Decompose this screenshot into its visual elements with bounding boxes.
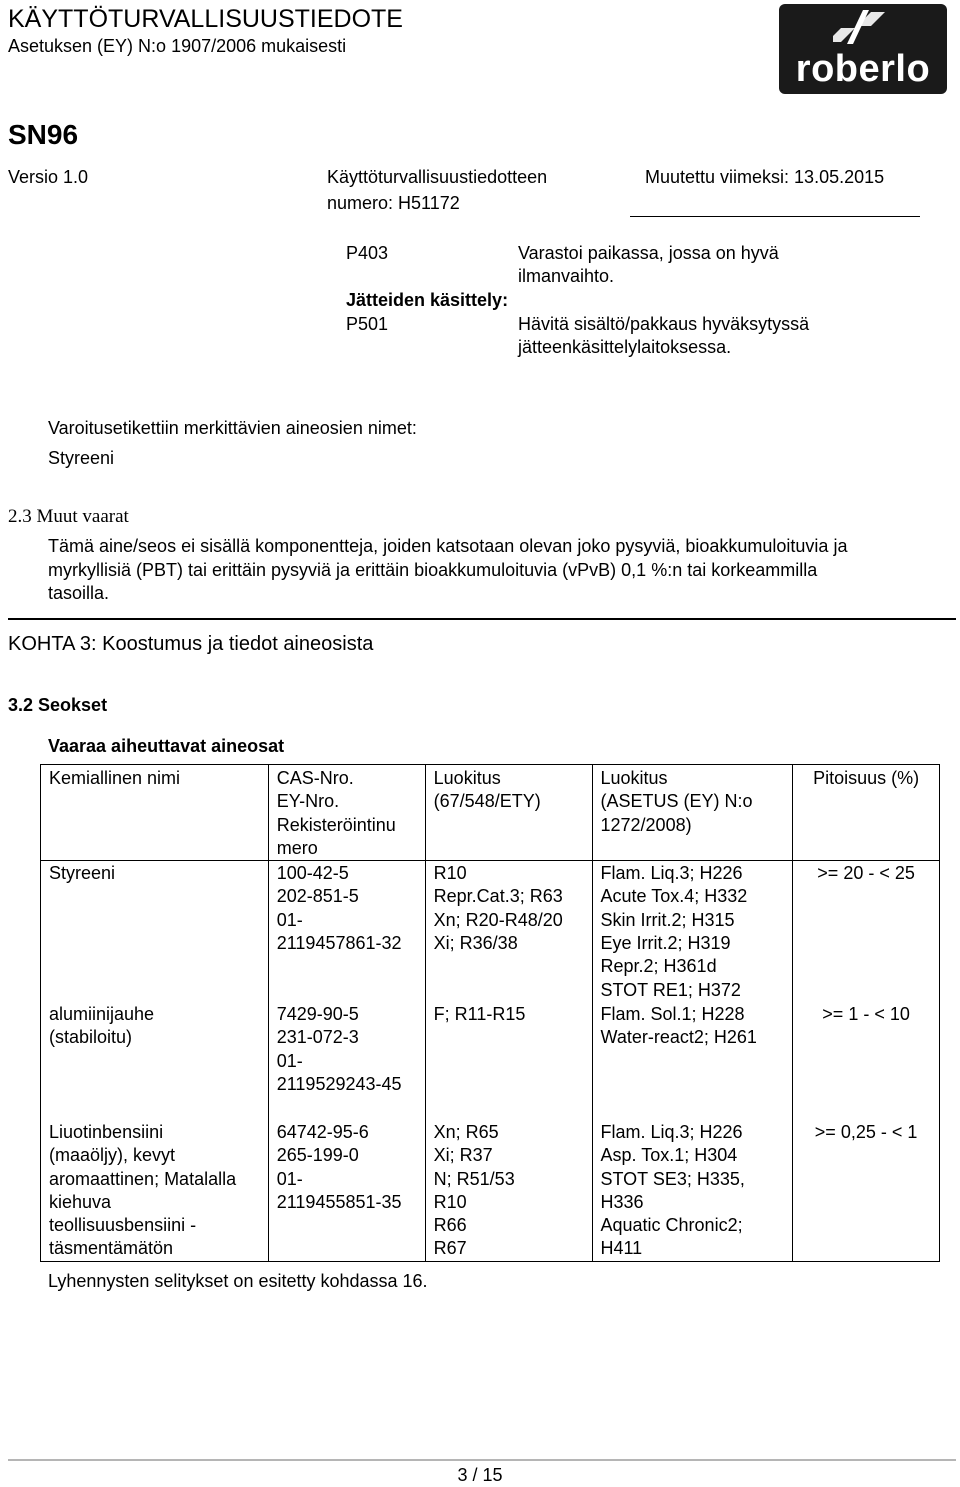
logo-mark-icon (833, 8, 893, 46)
cell-concentration: >= 0,25 - < 1 (793, 1120, 940, 1261)
table-header-row (41, 765, 940, 861)
other-hazards-line1: Tämä aine/seos ei sisällä komponentteja, joiden katsotaan olevan joko pysyviä, bioakkumuloituvia ja (48, 536, 848, 556)
cell-classification-1272: Flam. Liq.3; H226 Asp. Tox.1; H304 STOT SE3; H335, H336 Aquatic Chronic2; H411 (592, 1120, 793, 1261)
cell-chemical-name: Styreeni (41, 861, 269, 1002)
p403-code: P403 (346, 243, 389, 263)
column-header-concentration: Pitoisuus (%) (793, 765, 940, 861)
section3-heading: KOHTA 3: Koostumus ja tiedot aineosista (8, 633, 374, 655)
p501-text-line1: Hävitä sisältö/pakkaus hyväksytyssä (518, 314, 810, 334)
table-row (41, 1002, 940, 1120)
regulation-subtitle: Asetuksen (EY) N:o 1907/2006 mukaisesti (8, 36, 347, 56)
table-row (41, 861, 940, 1002)
cell-classification-67-548: Xn; R65 Xi; R37 N; R51/53 R10 R66 R67 (425, 1120, 592, 1261)
cell-registry-numbers: 64742-95-6 265-199-0 01- 2119455851-35 (268, 1120, 425, 1261)
revision-date: Muutettu viimeksi: 13.05.2015 (645, 167, 885, 187)
roberlo-logo (779, 4, 947, 94)
table-row (41, 1120, 940, 1261)
header-divider (630, 216, 920, 217)
disposal-heading: Jätteiden käsittely: (346, 290, 509, 310)
product-name: SN96 (8, 119, 79, 150)
other-hazards-line3: tasoilla. (48, 583, 110, 603)
p501-code: P501 (346, 314, 389, 334)
other-hazards-line2: myrkyllisiä (PBT) tai erittäin pysyviä ja erittäin bioakkumuloituvia (vPvB) 0,1 %:n tai korkeammilla (48, 560, 818, 580)
cell-chemical-name: alumiinijauhe (stabiloitu) (41, 1002, 269, 1120)
components-table (40, 764, 940, 1262)
p403-text-line2: ilmanvaihto. (518, 266, 615, 286)
label-components-value: Styreeni (48, 448, 115, 468)
abbreviations-note: Lyhennysten selitykset on esitetty kohdassa 16. (48, 1271, 428, 1291)
cell-classification-67-548: F; R11-R15 (425, 1002, 592, 1120)
column-header-registry-numbers: CAS-Nro. EY-Nro. Rekisteröintinu mero (268, 765, 425, 861)
components-table-title: Vaaraa aiheuttavat aineosat (48, 736, 285, 756)
cell-concentration: >= 1 - < 10 (793, 1002, 940, 1120)
sds-number-line2: numero: H51172 (327, 193, 460, 213)
sds-number-line1: Käyttöturvallisuustiedotteen (327, 167, 548, 187)
footer-divider (8, 1459, 956, 1461)
section-divider (8, 618, 956, 620)
cell-registry-numbers: 7429-90-5 231-072-3 01- 2119529243-45 (268, 1002, 425, 1120)
label-components-heading: Varoitusetikettiin merkittävien aineosien nimet: (48, 418, 417, 438)
column-header-classification-67-548: Luokitus (67/548/ETY) (425, 765, 592, 861)
page-number: 3 / 15 (457, 1465, 503, 1485)
column-header-chemical-name: Kemiallinen nimi (41, 765, 269, 861)
cell-registry-numbers: 100-42-5 202-851-5 01- 2119457861-32 (268, 861, 425, 1002)
p403-text-line1: Varastoi paikassa, jossa on hyvä (518, 243, 779, 263)
cell-concentration: >= 20 - < 25 (793, 861, 940, 1002)
column-header-classification-1272: Luokitus (ASETUS (EY) N:o 1272/2008) (592, 765, 793, 861)
cell-chemical-name: Liuotinbensiini (maaöljy), kevyt aromaattinen; Matalalla kiehuva teollisuusbensiini - täsmentämätön (41, 1120, 269, 1261)
cell-classification-1272: Flam. Sol.1; H228 Water-react2; H261 (592, 1002, 793, 1120)
other-hazards-heading: 2.3 Muut vaarat (8, 506, 129, 527)
p501-text-line2: jätteenkäsittelylaitoksessa. (518, 337, 732, 357)
section3-subheading: 3.2 Seokset (8, 695, 108, 715)
version: Versio 1.0 (8, 167, 89, 187)
cell-classification-67-548: R10 Repr.Cat.3; R63 Xn; R20-R48/20 Xi; R36/38 (425, 861, 592, 1002)
document-title: KÄYTTÖTURVALLISUUSTIEDOTE (8, 5, 403, 33)
cell-classification-1272: Flam. Liq.3; H226 Acute Tox.4; H332 Skin Irrit.2; H315 Eye Irrit.2; H319 Repr.2; H361d STOT RE1; H372 (592, 861, 793, 1002)
logo-wordmark: roberlo (795, 48, 931, 90)
